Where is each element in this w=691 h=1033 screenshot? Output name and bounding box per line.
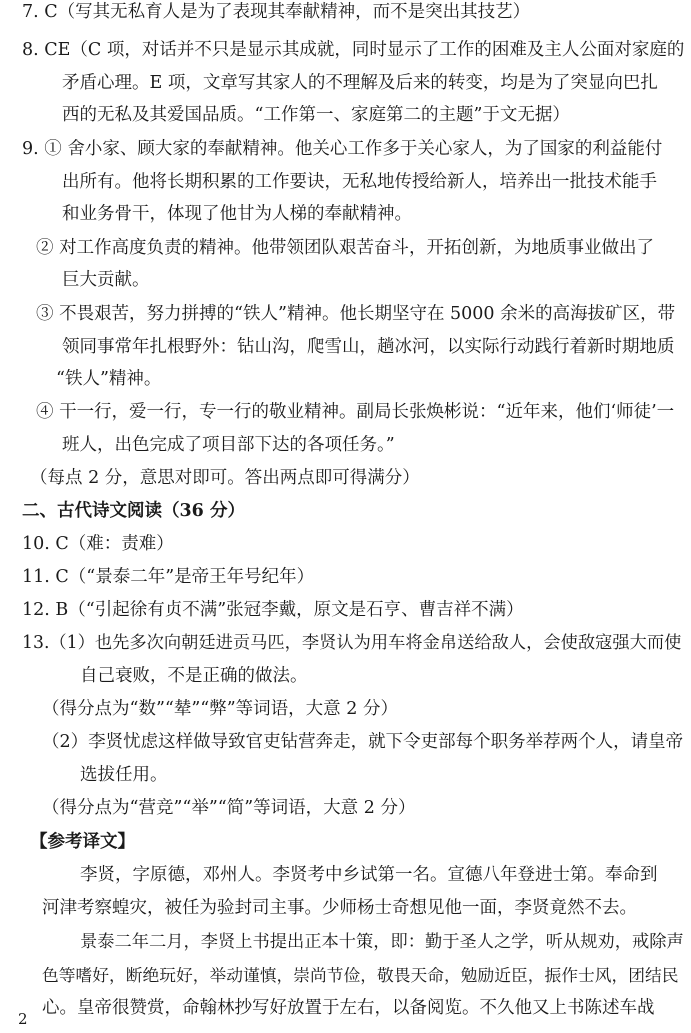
translation-para-1-line-1: 李贤，字原德，邓州人。李贤考中乡试第一名。宣德八年登进士第。奉命到 <box>80 865 658 885</box>
answer-9-point-4-line-1: ④ 干一行，爱一行，专一行的敬业精神。副局长张焕彬说：“近年来，他们‘师徒’一 <box>36 402 675 422</box>
answer-9-point-3-line-3: “铁人”精神。 <box>56 369 162 389</box>
page-number: 2 <box>18 1010 28 1028</box>
answer-13-1-line-1: 13.（1）也先多次向朝廷进贡马匹，李贤认为用车将金帛送给敌人，会使敌寇强大而使 <box>22 633 682 653</box>
reference-translation-heading: 【参考译文】 <box>30 832 135 852</box>
answer-9-point-3-line-2: 领同事常年扎根野外：钻山沟，爬雪山，趟冰河，以实际行动践行着新时期地质 <box>62 337 675 357</box>
answer-9-point-4-line-2: 班人，出色完成了项目部下达的各项任务。” <box>62 435 395 455</box>
answer-8-line-2: 矛盾心理。E 项，文章写其家人的不理解及后来的转变，均是为了突显向巴扎 <box>62 73 658 93</box>
translation-para-2-line-1: 景泰二年二月，李贤上书提出正本十策，即：勤于圣人之学，听从规劝，戒除声 <box>80 932 684 952</box>
answer-9-point-3-line-1: ③ 不畏艰苦，努力拼搏的“铁人”精神。他长期坚守在 5000 余米的高海拔矿区，带 <box>36 304 676 324</box>
answer-9-scoring-note: （每点 2 分，意思对即可。答出两点即可得满分） <box>30 468 420 488</box>
translation-para-2-line-3: 心。皇帝很赞赏，命翰林抄写好放置于左右，以备阅览。不久他又上书陈述车战 <box>42 998 655 1018</box>
answer-13-1-line-2: 自己衰败，不是正确的做法。 <box>80 666 308 686</box>
answer-9-point-2-line-1: ② 对工作高度负责的精神。他带领团队艰苦奋斗，开拓创新，为地质事业做出了 <box>36 238 655 258</box>
answer-9-point-2-line-2: 巨大贡献。 <box>62 270 150 290</box>
answer-9-point-1-line-3: 和业务骨干，体现了他甘为人梯的奉献精神。 <box>62 204 412 224</box>
translation-para-2-line-2: 色等嗜好，断绝玩好，举动谨慎，崇尚节俭，敬畏天命，勉励近臣，振作士风，团结民 <box>42 965 679 985</box>
answer-9-point-1-line-2: 出所有。他将长期积累的工作要诀，无私地传授给新人，培养出一批技术能手 <box>62 172 657 192</box>
section-2-heading: 二、古代诗文阅读（36 分） <box>22 501 245 521</box>
answer-8-line-1: 8. CE（C 项，对话并不只是显示其成就，同时显示了工作的困难及主人公面对家庭的 <box>22 40 685 60</box>
answer-8-line-3: 西的无私及其爱国品质。“工作第一、家庭第二的主题”于文无据） <box>62 105 570 125</box>
answer-13-2-line-1: （2）李贤忧虑这样做导致官吏钻营奔走，就下令吏部每个职务举荐两个人，请皇帝 <box>42 732 684 752</box>
answer-10: 10. C（难：责难） <box>22 534 174 554</box>
answer-7: 7. C（写其无私育人是为了表现其奉献精神，而不是突出其技艺） <box>22 2 531 22</box>
answer-9-point-1-line-1: 9. ① 舍小家、顾大家的奉献精神。他关心工作多于关心家人，为了国家的利益能付 <box>22 139 663 159</box>
answer-13-2-scoring-note: （得分点为“营竞”“举”“简”等词语，大意 2 分） <box>42 798 416 818</box>
answer-11: 11. C（“景泰二年”是帝王年号纪年） <box>22 567 315 587</box>
answer-13-2-line-2: 选拔任用。 <box>80 765 168 785</box>
answer-12: 12. B（“引起徐有贞不满”张冠李戴，原文是石亨、曹吉祥不满） <box>22 600 524 620</box>
translation-para-1-line-2: 河津考察蝗灾，被任为验封司主事。少师杨士奇想见他一面，李贤竟然不去。 <box>42 898 637 918</box>
answer-13-1-scoring-note: （得分点为“数”“辇”“弊”等词语，大意 2 分） <box>42 699 398 719</box>
